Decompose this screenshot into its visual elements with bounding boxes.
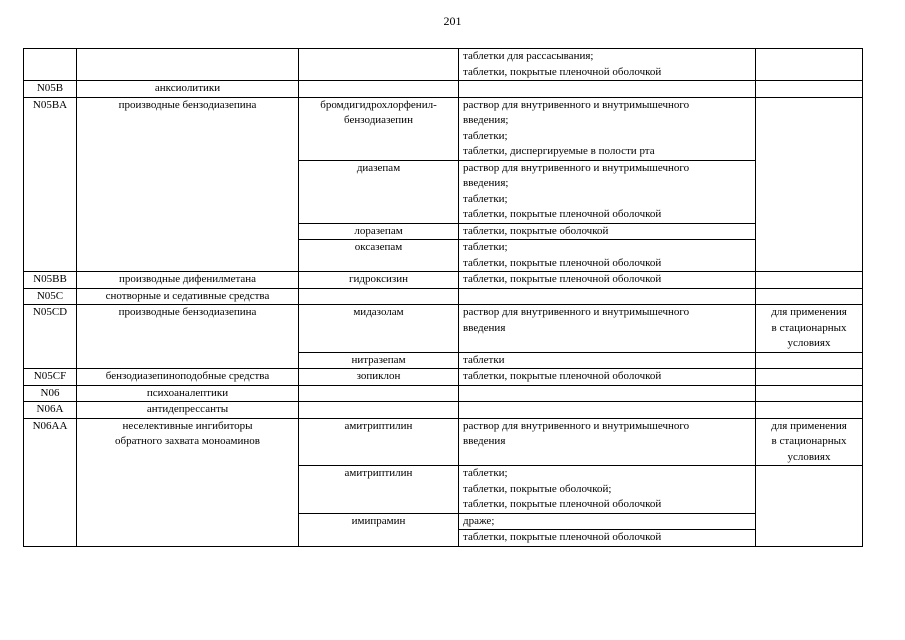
atc-group: психоаналептики xyxy=(77,385,299,402)
note-cell xyxy=(756,352,863,369)
page-number: 201 xyxy=(443,14,462,28)
table-row xyxy=(24,288,863,305)
table-row xyxy=(24,418,863,466)
dosage-form: таблетки, покрытые оболочкой xyxy=(459,223,756,240)
drug-name: лоразепам xyxy=(299,223,459,240)
drug-name: имипрамин xyxy=(299,513,459,546)
drug-name-cell xyxy=(299,49,459,81)
drug-name: амитриптилин xyxy=(299,418,459,466)
code-cell xyxy=(24,49,77,81)
table-row xyxy=(24,369,863,386)
note-cell xyxy=(756,81,863,98)
dosage-form: таблетки; таблетки, покрытые оболочкой; таблетки, покрытые пленочной оболочкой xyxy=(459,466,756,514)
drug-name: зопиклон xyxy=(299,369,459,386)
note-cell xyxy=(756,385,863,402)
table-row xyxy=(24,402,863,419)
dosage-form: таблетки, покрытые пленочной оболочкой xyxy=(459,369,756,386)
atc-code: N06A xyxy=(24,402,77,419)
note-cell xyxy=(756,288,863,305)
drug-name: мидазолам xyxy=(299,305,459,353)
atc-code: N05CD xyxy=(24,305,77,369)
drug-name-cell xyxy=(299,288,459,305)
table-row xyxy=(24,305,863,353)
group-cell xyxy=(77,49,299,81)
table-row xyxy=(24,49,863,81)
dosage-form-cell xyxy=(459,288,756,305)
dosage-form-cell xyxy=(459,385,756,402)
dosage-form: таблетки, покрытые пленочной оболочкой xyxy=(459,530,756,547)
note-cell xyxy=(756,49,863,81)
table-row xyxy=(24,81,863,98)
drug-name: диазепам xyxy=(299,160,459,223)
drug-name-cell xyxy=(299,385,459,402)
dosage-form: таблетки xyxy=(459,352,756,369)
atc-group: производные бензодиазепина xyxy=(77,305,299,369)
atc-group: производные бензодиазепина xyxy=(77,97,299,272)
dosage-form: таблетки, покрытые пленочной оболочкой xyxy=(459,272,756,289)
atc-group: производные дифенилметана xyxy=(77,272,299,289)
table-row xyxy=(24,385,863,402)
atc-code: N05B xyxy=(24,81,77,98)
table-row xyxy=(24,272,863,289)
atc-group: неселективные ингибиторы обратного захвата моноаминов xyxy=(77,418,299,546)
atc-code: N05CF xyxy=(24,369,77,386)
atc-group: бензодиазепиноподобные средства xyxy=(77,369,299,386)
drug-name: гидроксизин xyxy=(299,272,459,289)
atc-group: антидепрессанты xyxy=(77,402,299,419)
drug-name: амитриптилин xyxy=(299,466,459,514)
note-cell xyxy=(756,97,863,272)
dosage-form-cell xyxy=(459,402,756,419)
atc-code: N05BB xyxy=(24,272,77,289)
dosage-form: раствор для внутривенного и внутримышечного введения; таблетки; таблетки, диспергируемые в полости рта xyxy=(459,97,756,160)
dosage-form: таблетки; таблетки, покрытые пленочной оболочкой xyxy=(459,240,756,272)
note: для применения в стационарных условиях xyxy=(756,418,863,466)
dosage-form-cell: таблетки для рассасывания; таблетки, покрытые пленочной оболочкой xyxy=(459,49,756,81)
atc-code: N06 xyxy=(24,385,77,402)
dosage-form: раствор для внутривенного и внутримышечного введения xyxy=(459,418,756,466)
drug-name-cell xyxy=(299,402,459,419)
note-cell xyxy=(756,272,863,289)
note-cell xyxy=(756,466,863,547)
note-cell xyxy=(756,402,863,419)
atc-code: N05C xyxy=(24,288,77,305)
dosage-form-cell xyxy=(459,81,756,98)
drug-name: оксазепам xyxy=(299,240,459,272)
drug-name: нитразепам xyxy=(299,352,459,369)
atc-code: N05BA xyxy=(24,97,77,272)
dosage-form: раствор для внутривенного и внутримышечного введения xyxy=(459,305,756,353)
atc-code: N06AA xyxy=(24,418,77,546)
drug-name: бромдигидрохлорфенил- бензодиазепин xyxy=(299,97,459,160)
atc-group: анксиолитики xyxy=(77,81,299,98)
drug-table xyxy=(23,48,863,547)
atc-group: снотворные и седативные средства xyxy=(77,288,299,305)
drug-name-cell xyxy=(299,81,459,98)
dosage-form: раствор для внутривенного и внутримышечного введения; таблетки; таблетки, покрытые пленочной оболочкой xyxy=(459,160,756,223)
note: для применения в стационарных условиях xyxy=(756,305,863,353)
dosage-form: драже; xyxy=(459,513,756,530)
table-row xyxy=(24,97,863,160)
note-cell xyxy=(756,369,863,386)
